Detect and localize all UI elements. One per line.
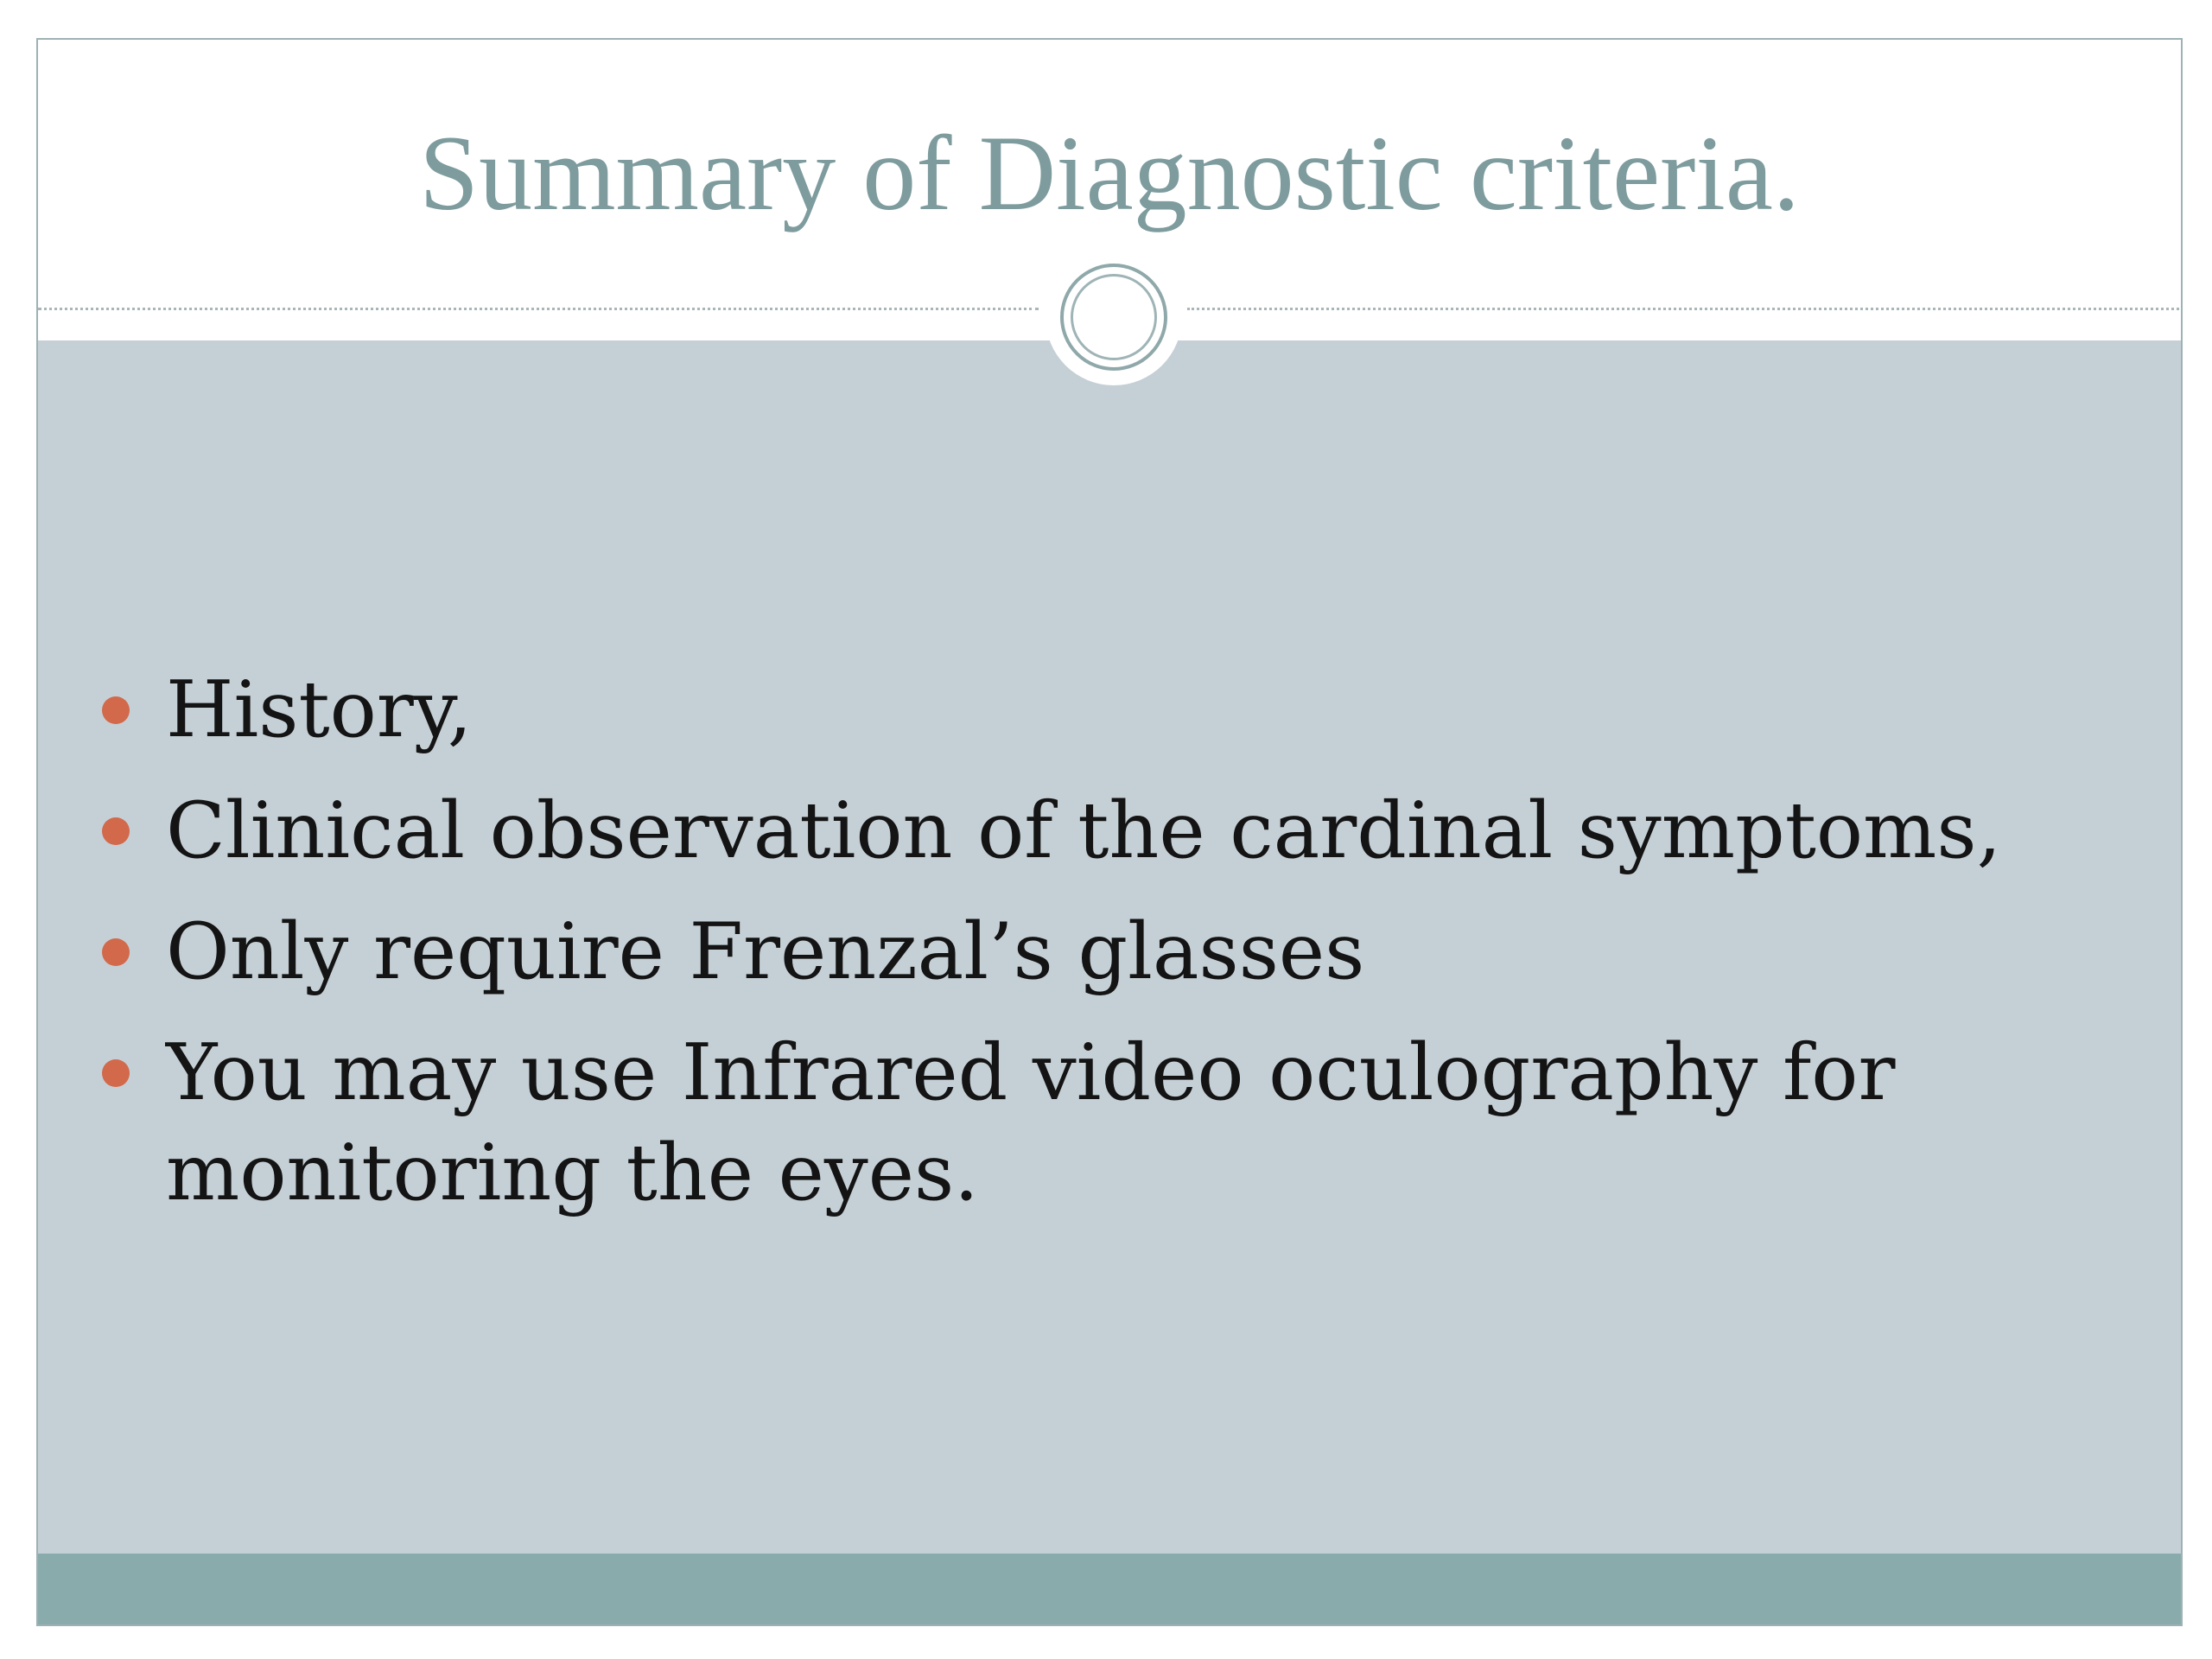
bullet-dot-icon	[102, 938, 130, 966]
bullet-item	[38, 660, 2025, 760]
bullet-text: Clinical observation of the cardinal symptoms,	[166, 785, 2002, 876]
bullet-text: History,	[166, 664, 473, 755]
bullet-item	[38, 781, 2025, 881]
content-area	[38, 340, 2181, 1554]
bullet-list	[38, 660, 2025, 1244]
slide	[36, 38, 2183, 1626]
slide-title: Summary of Diagnostic criteria.	[419, 114, 1800, 232]
bullet-dot-icon	[102, 1059, 130, 1087]
bullet-dot-icon	[102, 696, 130, 724]
ornament-inner-ring	[1071, 274, 1157, 360]
bullet-text: You may use Infrared video oculography for monitoring the eyes.	[166, 1027, 1896, 1218]
ornament-outer-ring	[1060, 264, 1167, 371]
bullet-dot-icon	[102, 817, 130, 845]
circle-ornament-icon	[1046, 249, 1182, 385]
bullet-item	[38, 902, 2025, 1002]
title-divider-right	[1187, 308, 2183, 310]
bullet-text: Only require Frenzal’s glasses	[166, 906, 1365, 997]
bullet-item	[38, 1023, 2025, 1224]
footer-band	[38, 1554, 2181, 1626]
title-divider-left	[38, 308, 1039, 310]
